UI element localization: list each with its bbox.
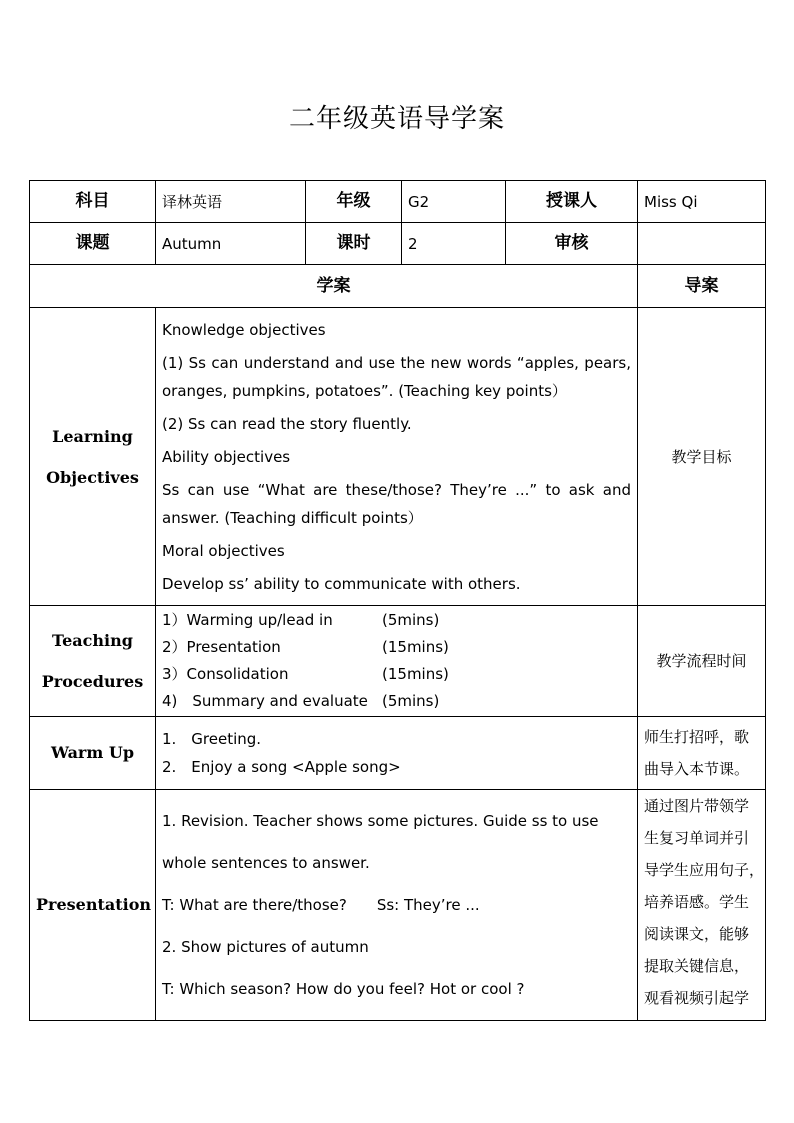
presentation-note-line: 观看视频引起学 (644, 989, 750, 1007)
procedures-label-line2: Procedures (41, 672, 144, 691)
objectives-label-line1: Learning (52, 426, 133, 446)
presentation-row (30, 790, 766, 1021)
grade-label: 年级 (306, 181, 402, 223)
page-title: 二年级英语导学案 (288, 104, 505, 134)
objectives-label-line2: Objectives (46, 467, 139, 487)
grade-value: G2 (402, 181, 506, 223)
presentation-note (638, 790, 766, 1021)
objective-line: Knowledge objectives (162, 320, 326, 339)
procedures-row (30, 606, 766, 717)
period-label: 课时 (306, 223, 402, 265)
warm-up-content (156, 717, 638, 790)
procedure-step-name: 3）Consolidation (162, 665, 289, 683)
warm-up-item: 1. Greeting. (162, 730, 262, 748)
procedure-step (162, 688, 631, 715)
warm-up-note (638, 717, 766, 790)
procedure-step-time: (15mins) (382, 638, 449, 656)
topic-value: Autumn (156, 223, 306, 265)
objective-line: Moral objectives (162, 541, 285, 560)
objective-line: (2) Ss can read the story fluently. (162, 414, 412, 433)
warm-up-item: 2. Enjoy a song <Apple song> (162, 758, 401, 776)
info-row-1 (30, 181, 766, 223)
warm-up-note-line: 曲导入本节课。 (644, 760, 750, 778)
objectives-row (30, 308, 766, 606)
procedure-step-name: 2）Presentation (162, 638, 281, 656)
objective-line: Develop ss’ ability to communicate with others. (162, 574, 521, 593)
procedure-step-name: 4) Summary and evaluate (162, 692, 368, 710)
objective-line: Ability objectives (162, 447, 291, 466)
procedures-label-line1: Teaching (52, 631, 133, 650)
procedure-step-name: 1）Warming up/lead in (162, 611, 333, 629)
guide-plan-header: 导案 (638, 265, 766, 308)
section-header-row (30, 265, 766, 308)
teacher-value: Miss Qi (638, 181, 766, 223)
presentation-line: 2. Show pictures of autumn (162, 938, 369, 956)
presentation-content (156, 790, 638, 1021)
objectives-content (156, 308, 638, 606)
review-value (638, 223, 766, 265)
procedures-label (30, 606, 156, 717)
warm-up-note-line: 师生打招呼，歌 (644, 728, 750, 746)
review-label: 审核 (506, 223, 638, 265)
lesson-plan-table (29, 180, 766, 1021)
procedure-step (162, 634, 631, 661)
presentation-note-line: 提取关键信息， (644, 957, 750, 975)
learning-plan-header: 学案 (30, 265, 638, 308)
procedure-step-time: (5mins) (382, 692, 440, 710)
objectives-note: 教学目标 (638, 308, 766, 606)
procedure-step (162, 607, 631, 634)
warm-up-row (30, 717, 766, 790)
presentation-label: Presentation (30, 790, 156, 1021)
period-value: 2 (402, 223, 506, 265)
subject-value: 译林英语 (156, 181, 306, 223)
presentation-note-line: 培养语感。学生 (644, 893, 750, 911)
presentation-note-line: 阅读课文，能够 (644, 925, 750, 943)
objectives-label (30, 308, 156, 606)
procedures-note: 教学流程时间 (638, 606, 766, 717)
teacher-label: 授课人 (506, 181, 638, 223)
presentation-line: T: Which season? How do you feel? Hot or cool ? (162, 980, 525, 998)
objective-line: Ss can use “What are these/those? They’re ...” to ask and answer. (Teaching difficult points） (162, 480, 631, 527)
procedure-step-time: (5mins) (382, 611, 440, 629)
presentation-note-line: 通过图片带领学 (644, 797, 750, 815)
objective-line: (1) Ss can understand and use the new words “apples, pears, oranges, pumpkins, potatoes”. (Teaching key points） (162, 353, 631, 400)
procedure-step (162, 661, 631, 688)
procedures-content (156, 606, 638, 717)
presentation-note-line: 导学生应用句子， (644, 861, 765, 879)
presentation-line: whole sentences to answer. (162, 854, 370, 872)
presentation-line: 1. Revision. Teacher shows some pictures. Guide ss to use (162, 812, 599, 830)
subject-label: 科目 (30, 181, 156, 223)
presentation-line: T: What are there/those? Ss: They’re ... (162, 896, 480, 914)
presentation-note-line: 生复习单词并引 (644, 829, 750, 847)
info-row-2 (30, 223, 766, 265)
procedure-step-time: (15mins) (382, 665, 449, 683)
topic-label: 课题 (30, 223, 156, 265)
warm-up-label: Warm Up (30, 717, 156, 790)
